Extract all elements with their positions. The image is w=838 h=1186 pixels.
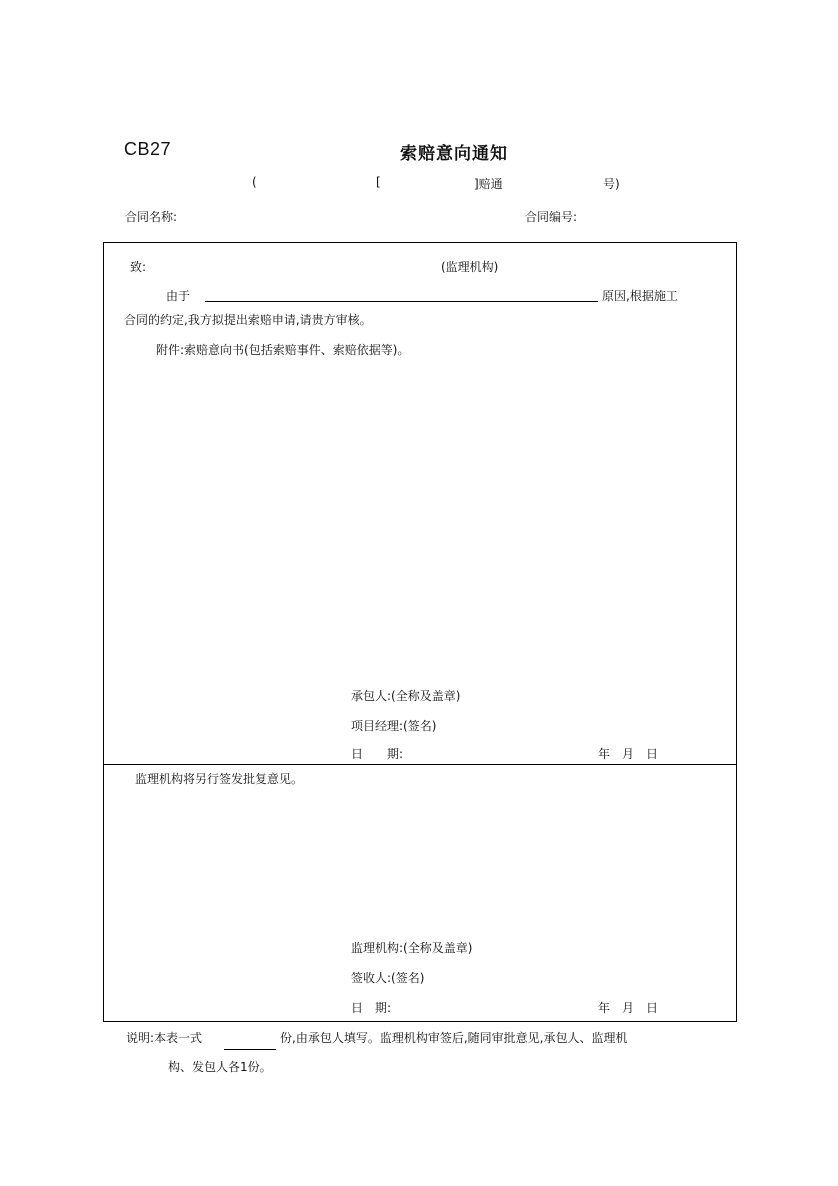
form-code: CB27 [124, 139, 172, 159]
reason-prefix: 由于 [166, 289, 191, 303]
reply-date-label: 日 期: [351, 1001, 392, 1015]
receiver-label: 签收人:(签名) [351, 971, 425, 985]
notice-date-ymd: 年 月 日 [598, 747, 659, 761]
to-label: 致: [130, 260, 147, 274]
ref-number-suffix: 号) [603, 177, 620, 191]
reason-suffix: 原因,根据施工 [602, 289, 678, 303]
footer-note-line2: 构、发包人各1份。 [168, 1060, 272, 1074]
footer-note-prefix: 说明:本表一式 [126, 1031, 203, 1045]
reason-blank-line[interactable] [205, 301, 598, 302]
notice-line2: 合同的约定,我方拟提出索赔申请,请贵方审核。 [124, 313, 372, 327]
project-manager-label: 项目经理:(签名) [351, 719, 437, 733]
ref-claim-label: ]赔通 [474, 177, 503, 191]
supervisor-placeholder: (监理机构) [441, 260, 499, 274]
supervisor-sign-label: 监理机构:(全称及盖章) [351, 941, 473, 955]
footer-note-suffix: 份,由承包人填写。监理机构审签后,随同审批意见,承包人、监理机 [280, 1031, 628, 1045]
contract-name-label: 合同名称: [125, 210, 178, 224]
form-title: 索赔意向通知 [400, 144, 508, 164]
reply-text: 监理机构将另行签发批复意见。 [135, 772, 304, 786]
ref-open-paren: ( [252, 175, 257, 189]
notice-date-label: 日 期: [351, 747, 404, 761]
reply-date-ymd: 年 月 日 [598, 1001, 659, 1015]
copies-blank-line[interactable] [224, 1049, 276, 1050]
attachment-text: 附件:索赔意向书(包括索赔事件、索赔依据等)。 [156, 343, 410, 357]
contractor-label: 承包人:(全称及盖章) [351, 689, 461, 703]
ref-open-bracket: [ [376, 175, 381, 189]
contract-number-label: 合同编号: [525, 210, 578, 224]
